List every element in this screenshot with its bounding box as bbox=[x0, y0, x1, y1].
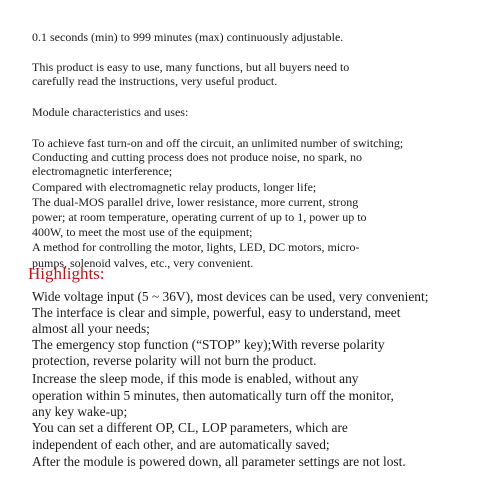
highlight-line: almost all your needs; bbox=[32, 321, 150, 336]
module-line: Conducting and cutting process does not produce noise, no spark, no bbox=[32, 150, 362, 164]
highlight-line: Wide voltage input (5 ~ 36V), most devices can be used, very convenient; bbox=[32, 289, 429, 304]
module-line: 400W, to meet the most use of the equipment; bbox=[32, 225, 253, 239]
highlight-line: Increase the sleep mode, if this mode is enabled, without any bbox=[32, 371, 359, 386]
highlight-line: independent of each other, and are automatically saved; bbox=[32, 437, 330, 452]
highlight-line: The emergency stop function (“STOP” key);With reverse polarity bbox=[32, 337, 385, 352]
highlights-title: Highlights: bbox=[28, 264, 105, 283]
paragraph-line: This product is easy to use, many functions, but all buyers need to bbox=[32, 60, 350, 74]
highlight-line: any key wake-up; bbox=[32, 404, 128, 419]
intro-line: 0.1 seconds (min) to 999 minutes (max) continuously adjustable. bbox=[32, 30, 344, 44]
highlight-line: After the module is powered down, all parameter settings are not lost. bbox=[32, 454, 406, 469]
module-line: A method for controlling the motor, lights, LED, DC motors, micro- bbox=[32, 240, 360, 254]
module-line: power; at room temperature, operating current of up to 1, power up to bbox=[32, 210, 367, 224]
highlight-line: protection, reverse polarity will not burn the product. bbox=[32, 353, 317, 368]
module-line: pumps, solenoid valves, etc., very convenient. bbox=[32, 256, 254, 270]
paragraph-line: carefully read the instructions, very useful product. bbox=[32, 74, 278, 88]
highlight-line: You can set a different OP, CL, LOP parameters, which are bbox=[32, 420, 348, 435]
module-line: The dual-MOS parallel drive, lower resistance, more current, strong bbox=[32, 195, 359, 209]
module-line: To achieve fast turn-on and off the circuit, an unlimited number of switching; bbox=[32, 136, 404, 150]
highlight-line: The interface is clear and simple, powerful, easy to understand, meet bbox=[32, 305, 401, 320]
module-line: Compared with electromagnetic relay products, longer life; bbox=[32, 180, 317, 194]
highlight-line: operation within 5 minutes, then automatically turn off the monitor, bbox=[32, 388, 394, 403]
module-heading: Module characteristics and uses: bbox=[32, 105, 189, 119]
module-line: electromagnetic interference; bbox=[32, 164, 173, 178]
